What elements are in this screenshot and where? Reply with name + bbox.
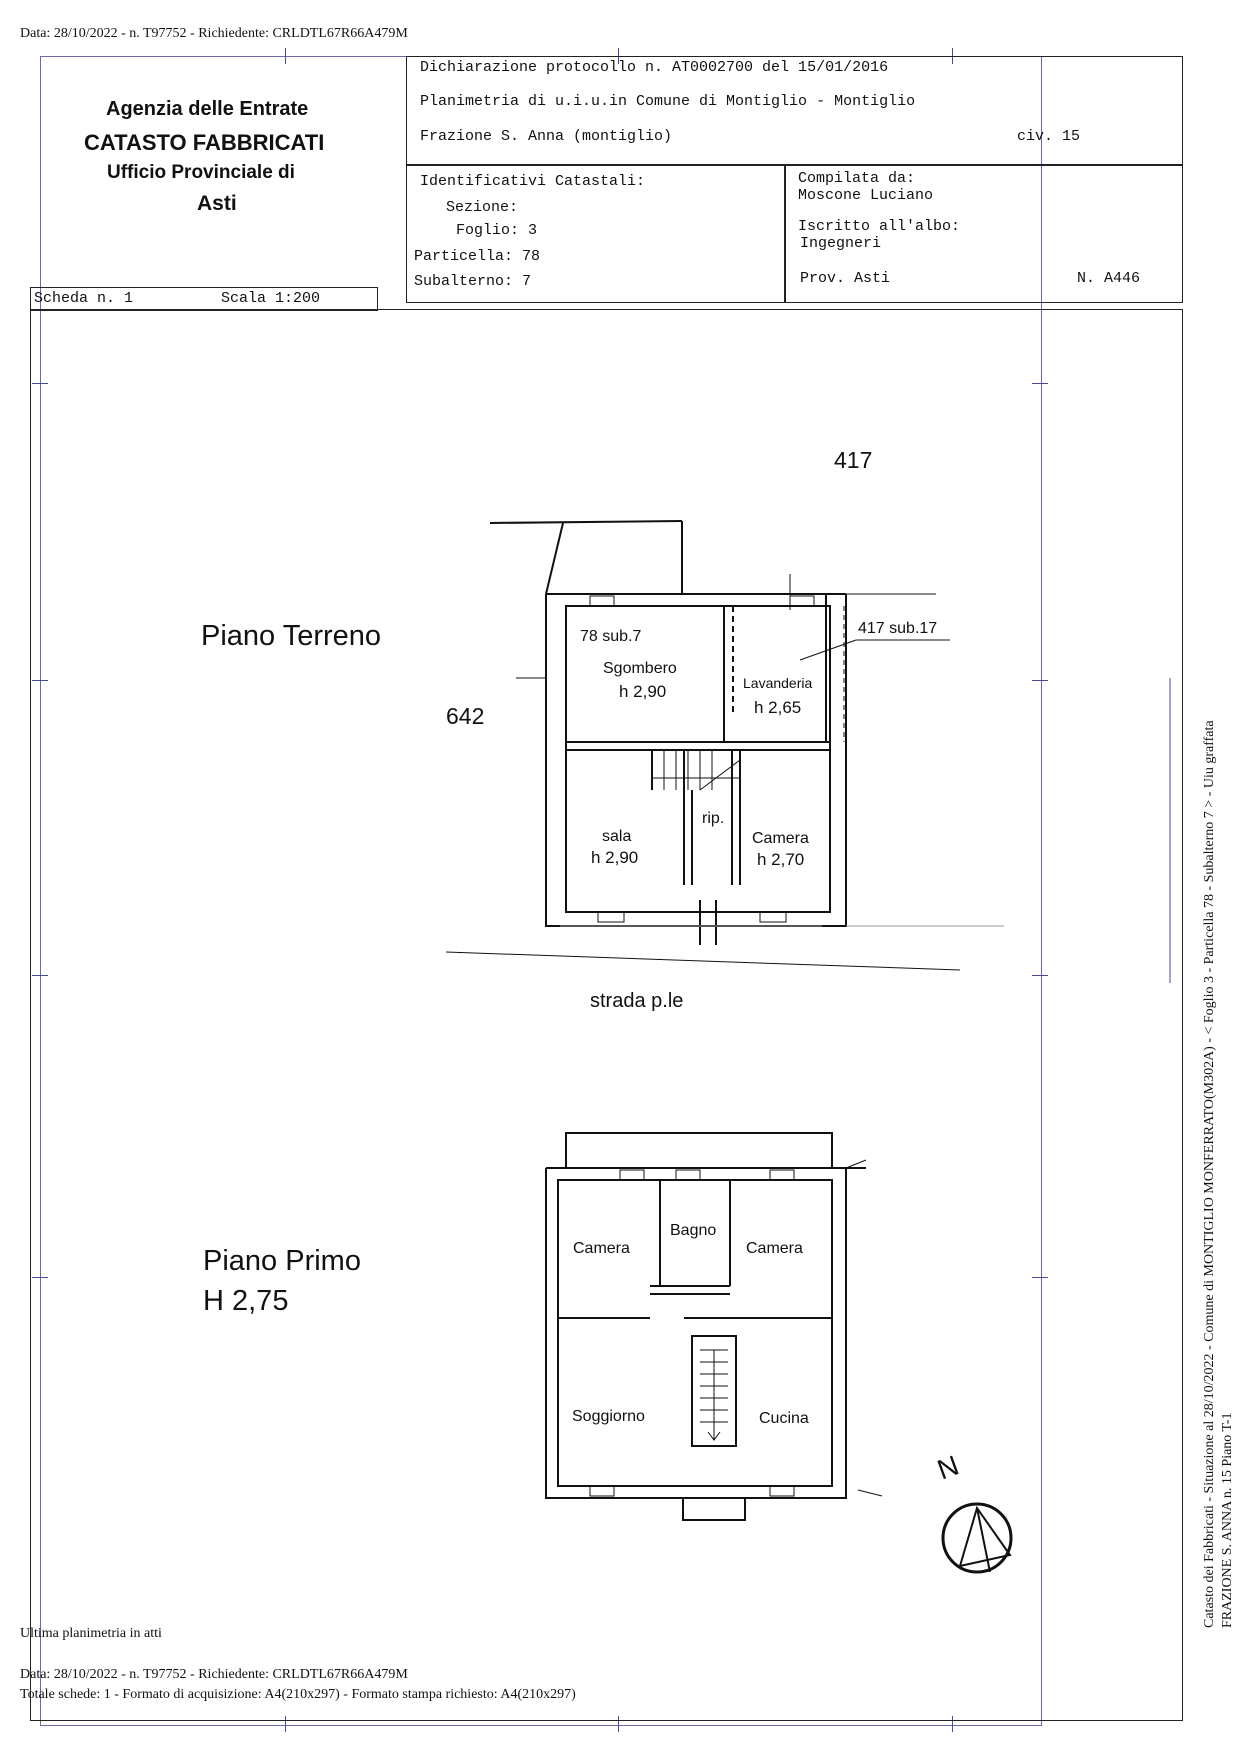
room-height: h 2,90 (619, 682, 667, 701)
room-name: Lavanderia (743, 675, 813, 691)
footer-line-2: Totale schede: 1 - Formato di acquisizione: A4(210x297) - Formato stampa richiesto: A4(210x297) (20, 1687, 576, 1702)
room-name: Camera (573, 1240, 630, 1257)
room-name: Camera (746, 1240, 803, 1257)
header-line: Data: 28/10/2022 - n. T97752 - Richiedente: CRLDTL67R66A479M (20, 26, 408, 41)
room-name: sala (602, 828, 632, 845)
compiler-number: N. A446 (1077, 270, 1141, 287)
room-name: rip. (702, 810, 725, 827)
compiler-albo-label: Iscritto all'albo: (798, 218, 961, 235)
first-floor-height: H 2,75 (203, 1285, 289, 1317)
room-name: Soggiorno (572, 1408, 645, 1425)
agency-city: Asti (197, 192, 237, 215)
protocol-line-2: Planimetria di u.i.u.in Comune di Montiglio - Montiglio (420, 93, 916, 110)
neighbor-boundary (490, 521, 682, 523)
neighbor-boundary (546, 523, 563, 594)
room-name: Sgombero (603, 660, 677, 677)
agency-name: Agenzia delle Entrate (106, 98, 309, 120)
compass-north-label: N (933, 1449, 963, 1486)
ground-floor-title: Piano Terreno (201, 620, 382, 652)
agency-dept: CATASTO FABBRICATI (84, 130, 325, 155)
scheda-number: Scheda n. 1 (34, 290, 134, 307)
street-label: strada p.le (590, 990, 684, 1012)
compiler-albo: Ingegneri (800, 235, 882, 252)
identifiers-sezione: Sezione: (446, 199, 519, 216)
side-text-line-1: Catasto dei Fabbricati - Situazione al 28/10/2022 - Comune di MONTIGLIO MONFERRATO(M302A) - < Foglio 3 - Particella 78 - Subalterno 7 > - Uiu graffata (1202, 720, 1217, 1628)
room-height: h 2,90 (591, 848, 639, 867)
unit-label: 78 sub.7 (580, 628, 642, 645)
room-name: Camera (752, 830, 809, 847)
neighbor-top-label: 417 (834, 447, 873, 473)
side-text-line-2: FRAZIONE S. ANNA n. 15 Piano T-1 (1220, 1412, 1235, 1628)
room-name: Cucina (759, 1410, 809, 1427)
footer-note: Ultima planimetria in atti (20, 1626, 162, 1641)
compiler-prov: Prov. Asti (800, 270, 891, 287)
neighbor-left-label: 642 (446, 703, 485, 729)
room-height: h 2,70 (757, 850, 805, 869)
room-height: h 2,65 (754, 698, 802, 717)
scheda-scale: Scala 1:200 (221, 290, 321, 307)
identifiers-title: Identificativi Catastali: (420, 173, 646, 190)
identifiers-particella: Particella: 78 (414, 248, 541, 265)
room-name: Bagno (670, 1222, 717, 1239)
first-floor-title: Piano Primo (203, 1245, 361, 1277)
compiler-label: Compilata da: (798, 170, 916, 187)
protocol-civ: civ. 15 (1017, 128, 1081, 145)
protocol-line-3: Frazione S. Anna (montiglio) (420, 128, 673, 145)
agency-office: Ufficio Provinciale di (107, 162, 295, 183)
identifiers-foglio: Foglio: 3 (456, 222, 538, 239)
compiler-name: Moscone Luciano (798, 187, 934, 204)
protocol-line-1: Dichiarazione protocollo n. AT0002700 del 15/01/2016 (420, 59, 889, 76)
adjacent-unit-label: 417 sub.17 (858, 620, 938, 637)
footer-line-1: Data: 28/10/2022 - n. T97752 - Richiedente: CRLDTL67R66A479M (20, 1667, 408, 1682)
identifiers-subalterno: Subalterno: 7 (414, 273, 532, 290)
